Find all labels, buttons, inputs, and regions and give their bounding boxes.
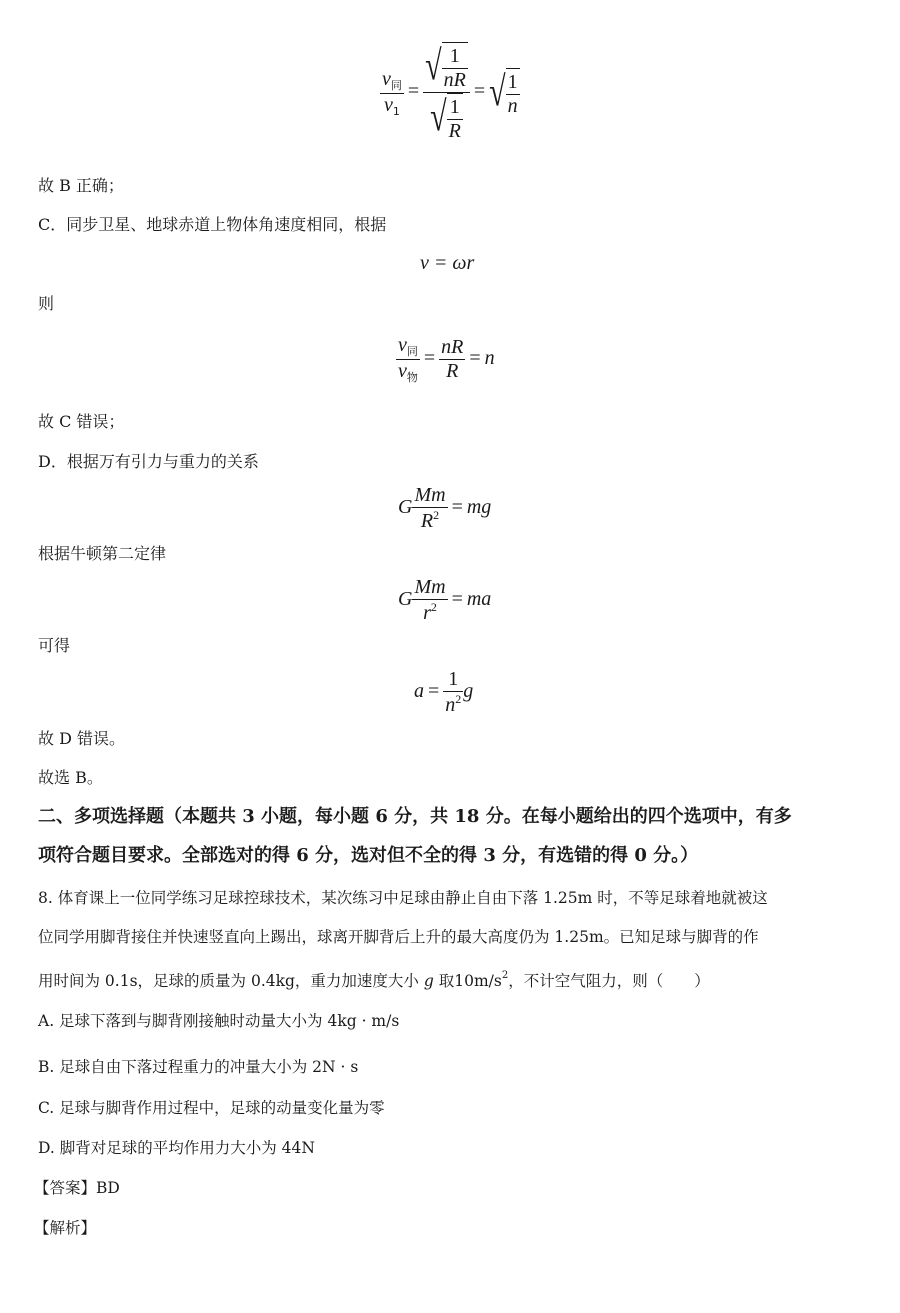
text-ze: 则 <box>38 294 55 313</box>
text-kede: 可得 <box>38 636 71 655</box>
equation-velocity-ratio-sqrt: $\frac{v_同}{v_1}$ = √ $\frac{1}{nR}$ √ $\frac{1}{R}$ = √ $\frac{1}{n}$ <box>382 43 518 142</box>
sqrt-one-over-n: √ $\frac{1}{n}$ <box>489 68 518 117</box>
fraction-sqrt-ratio: √ $\frac{1}{nR}$ √ $\frac{1}{R}$ <box>423 42 470 143</box>
equation-gravity-ma: G $\frac{Mm}{r^2}$ = ma <box>398 576 492 624</box>
answer-label: 【答案】BD <box>34 1179 120 1197</box>
question-8-line3: 用时间为 0.1s，足球的质量为 0.4kg，重力加速度大小 g 取$10m/s^2$，不计空气阻力，则（ ） <box>38 970 710 990</box>
text-b-correct: 故 B 正确； <box>38 176 124 195</box>
question-8-line1: 8. 体育课上一位同学练习足球控球技术，某次练习中足球由静止自由下落 1.25m 时，不等足球着地就被这 <box>38 889 768 907</box>
section-heading-line1: 二、多项选择题（本题共 3 小题，每小题 6 分，共 18 分。在每小题给出的四个选项中，有多 <box>38 806 792 827</box>
fraction-v-ratio: $\frac{v_同}{v_1}$ <box>382 67 402 118</box>
option-a: A. 足球下落到与脚背刚接触时动量大小为 4kg · m/s <box>38 1012 400 1030</box>
equation-gravity-mg: G $\frac{Mm}{R^2}$ = mg <box>398 484 492 532</box>
text-newton-second-law: 根据牛顿第二定律 <box>38 544 167 563</box>
option-b: B. 足球自由下落过程重力的冲量大小为 2N · s <box>38 1058 359 1076</box>
text-d-wrong: 故 D 错误。 <box>38 729 126 748</box>
option-d: D. 脚背对足球的平均作用力大小为 44N <box>38 1139 315 1157</box>
equation-a-equals: a = $\frac{1}{n^2}$ g <box>414 668 474 716</box>
question-8-line2: 位同学用脚背接住并快速竖直向上踢出，球离开脚背后上升的最大高度仍为 1.25m。已知足球与脚背的作 <box>38 928 759 946</box>
equation-v-omega-r: v = ωr <box>420 252 475 274</box>
text-choose-b: 故选 B。 <box>38 768 103 787</box>
text-c-intro: C．同步卫星、地球赤道上物体角速度相同，根据 <box>38 215 387 234</box>
equation-v-ratio-n: $\frac{v_同}{v_物}$ = $\frac{nR}{R}$ = n <box>398 334 495 384</box>
option-c: C. 足球与脚背作用过程中，足球的动量变化量为零 <box>38 1099 385 1117</box>
text-d-intro: D．根据万有引力与重力的关系 <box>38 452 259 471</box>
analysis-label: 【解析】 <box>34 1219 97 1237</box>
text-c-wrong: 故 C 错误； <box>38 412 125 431</box>
section-heading-line2: 项符合题目要求。全部选对的得 6 分，选对但不全的得 3 分，有选错的得 0 分。） <box>38 845 699 866</box>
